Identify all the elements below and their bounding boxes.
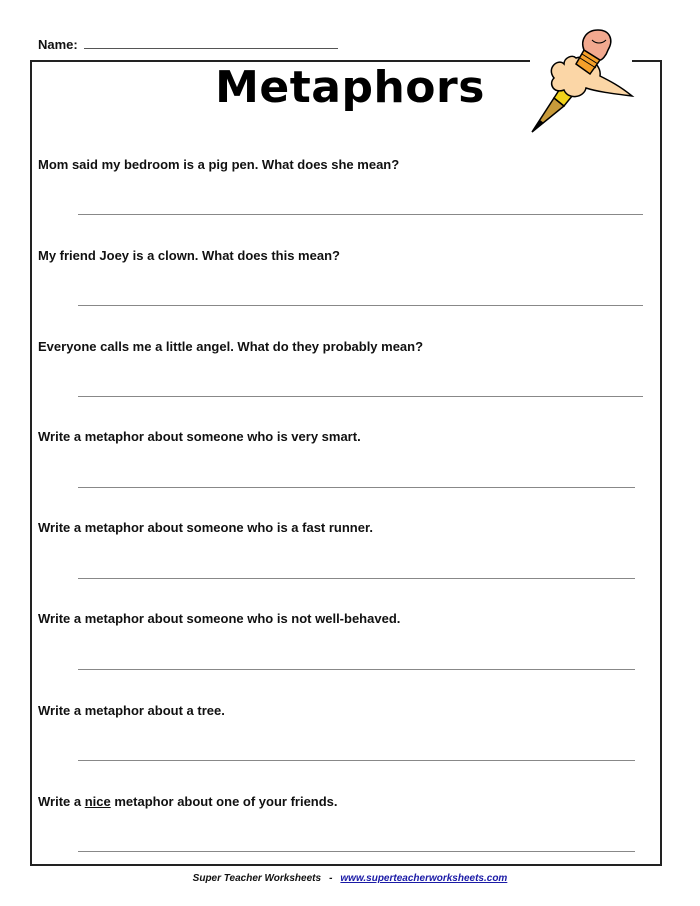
worksheet-frame xyxy=(30,60,662,866)
answer-line-3[interactable] xyxy=(78,396,643,397)
question-1: Mom said my bedroom is a pig pen. What does she mean? xyxy=(38,157,400,172)
footer-brand: Super Teacher Worksheets xyxy=(192,873,322,884)
question-4: Write a metaphor about someone who is very smart. xyxy=(38,429,361,444)
answer-line-4[interactable] xyxy=(78,487,635,488)
question-8-part-2: metaphor about one of your friends. xyxy=(110,794,338,809)
footer xyxy=(0,873,700,884)
emphasis-nice: nice xyxy=(84,794,111,809)
question-7: Write a metaphor about a tree. xyxy=(38,703,225,718)
question-3: Everyone calls me a little angel. What do they probably mean? xyxy=(38,339,424,354)
answer-line-5[interactable] xyxy=(78,578,635,579)
answer-line-1[interactable] xyxy=(78,214,643,215)
page-title: Metaphors xyxy=(215,62,485,113)
name-field xyxy=(38,37,338,52)
question-6: Write a metaphor about someone who is not well-behaved. xyxy=(38,611,401,626)
question-2: My friend Joey is a clown. What does this mean? xyxy=(38,248,340,263)
pencil-in-hand-icon xyxy=(524,28,644,134)
question-8 xyxy=(38,794,338,809)
name-write-line[interactable] xyxy=(84,48,338,49)
question-8-part-1: Write a xyxy=(38,794,85,809)
answer-line-7[interactable] xyxy=(78,760,635,761)
footer-separator: - xyxy=(329,873,333,884)
question-5: Write a metaphor about someone who is a fast runner. xyxy=(38,520,373,535)
name-label: Name: xyxy=(38,37,78,52)
answer-line-6[interactable] xyxy=(78,669,635,670)
answer-line-2[interactable] xyxy=(78,305,643,306)
answer-line-8[interactable] xyxy=(78,851,635,852)
footer-website-link[interactable]: www.superteacherworksheets.com xyxy=(340,873,508,884)
